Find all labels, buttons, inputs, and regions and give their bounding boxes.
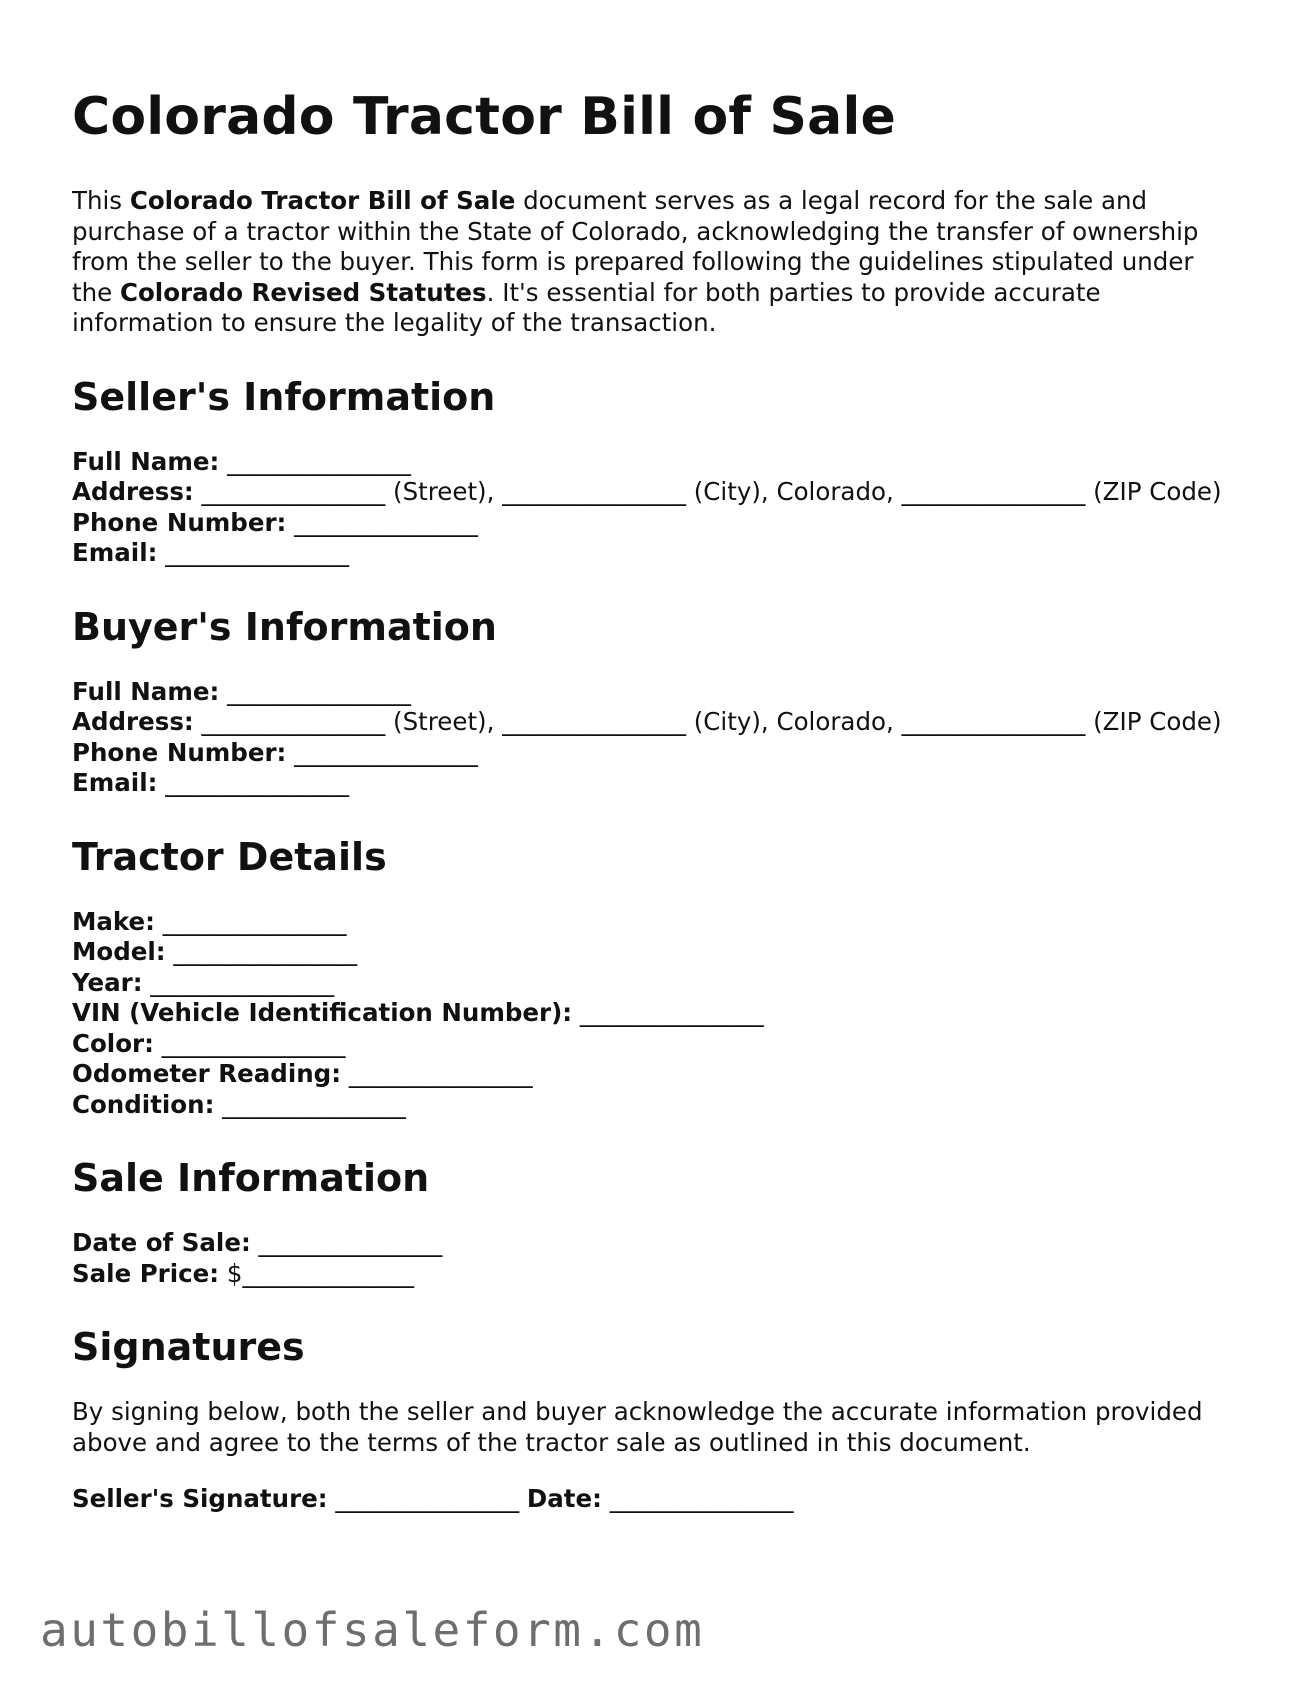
buyer-address-field[interactable]: Address: _______________ (Street), _______________ (City), Colorado, _______________ (ZIP Code) (72, 707, 1222, 736)
intro-text-1: This (72, 186, 130, 215)
tractor-condition-field[interactable]: Condition: _______________ (72, 1089, 406, 1119)
sale-price-field[interactable]: Sale Price: $______________ (72, 1258, 414, 1288)
buyer-fields (72, 677, 1232, 799)
seller-section (72, 375, 1232, 569)
buyer-heading: Buyer's Information (72, 604, 497, 649)
sale-date-field[interactable]: Date of Sale: _______________ (72, 1228, 443, 1257)
tractor-fields (72, 907, 1232, 1121)
intro-text-3: . It's essential for both parties to provide accurate information to ensure the legality of the transaction. (72, 277, 1101, 337)
intro-text-2: document serves as a legal record for the sale and purchase of a tractor within the State of Colorado, acknowledging the transfer of ownership from the seller to the buyer. This form is prepared following the guidelines stipulated under the (72, 186, 1199, 307)
page-title: Colorado Tractor Bill of Sale (72, 87, 896, 147)
sale-heading: Sale Information (72, 1156, 430, 1200)
buyer-full-name-field[interactable]: Full Name: _______________ (72, 676, 411, 706)
seller-fields (72, 447, 1232, 569)
seller-phone-field[interactable]: Phone Number: _______________ (72, 507, 478, 537)
tractor-color-field[interactable]: Color: _______________ (72, 1028, 346, 1058)
seller-full-name-field[interactable]: Full Name: _______________ (72, 446, 411, 476)
tractor-heading: Tractor Details (72, 834, 387, 879)
tractor-vin-field[interactable]: VIN (Vehicle Identification Number): _______________ (72, 998, 764, 1027)
buyer-section (72, 605, 1232, 799)
intro-paragraph (72, 186, 1232, 339)
seller-signature-line[interactable]: Seller's Signature: _______________ Date: _______________ (72, 1484, 794, 1513)
signatures-section (72, 1325, 1232, 1515)
intro-bold-title: Colorado Tractor Bill of Sale (129, 186, 516, 215)
tractor-model-field[interactable]: Model: _______________ (72, 937, 358, 966)
buyer-email-field[interactable]: Email: _______________ (72, 768, 349, 797)
intro-bold-statutes: Colorado Revised Statutes (120, 277, 487, 307)
buyer-phone-field[interactable]: Phone Number: _______________ (72, 737, 478, 767)
tractor-year-field[interactable]: Year: _______________ (72, 967, 335, 997)
signatures-heading: Signatures (72, 1325, 305, 1369)
sale-fields (72, 1228, 1232, 1289)
sale-section (72, 1156, 1232, 1289)
tractor-odometer-field[interactable]: Odometer Reading: _______________ (72, 1059, 533, 1088)
seller-address-field[interactable]: Address: _______________ (Street), _______________ (City), Colorado, _______________ (ZIP Code) (72, 477, 1222, 506)
seller-email-field[interactable]: Email: _______________ (72, 538, 349, 567)
watermark: autobillofsaleform.com (40, 1603, 705, 1657)
tractor-make-field[interactable]: Make: _______________ (72, 906, 347, 936)
document-page (72, 86, 1232, 1515)
tractor-section (72, 835, 1232, 1121)
seller-heading: Seller's Information (72, 374, 496, 419)
signatures-text: By signing below, both the seller and buyer acknowledge the accurate information provided above and agree to the terms of the tractor sale as outlined in this document. (72, 1397, 1203, 1457)
